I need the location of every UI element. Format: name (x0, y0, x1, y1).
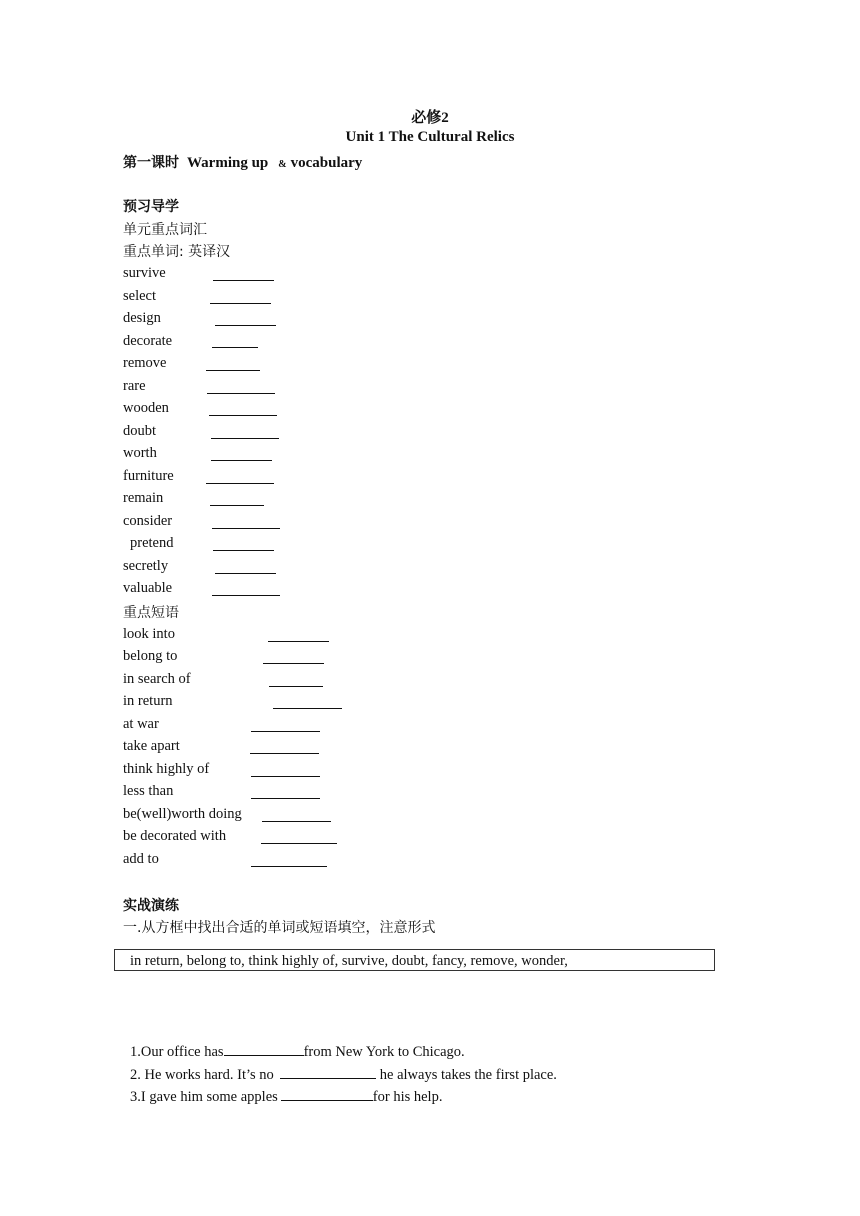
answer-blank[interactable] (210, 303, 271, 304)
word-item: pretend (130, 535, 174, 551)
preview-sub2: 重点单词: 英译汉 (123, 244, 231, 260)
unit-title: Unit 1 The Cultural Relics (345, 129, 515, 145)
sentence-3-start: 3.I gave him some apples (130, 1089, 278, 1105)
word-item: remove (123, 355, 167, 371)
word-item: consider (123, 513, 173, 529)
sentence-1-end: from New York to Chicago. (303, 1044, 465, 1060)
preview-heading: 预习导学 (123, 199, 179, 215)
sentence-2-start: 2. He works hard. It’s no (130, 1067, 274, 1083)
answer-blank[interactable] (251, 866, 327, 867)
phrase-item: in return (123, 693, 173, 709)
word-item: doubt (123, 423, 157, 439)
phrase-item: think highly of (123, 761, 210, 777)
word-item: design (123, 310, 161, 326)
answer-blank[interactable] (251, 776, 320, 777)
lesson-topic-b: vocabulary (290, 155, 363, 171)
word-item: furniture (123, 468, 174, 484)
answer-blank[interactable] (211, 438, 279, 439)
answer-blank[interactable] (206, 483, 274, 484)
answer-blank[interactable] (269, 686, 323, 687)
sentence-1-start: 1.Our office has (130, 1044, 224, 1060)
word-item: rare (123, 378, 146, 394)
practice-heading: 实战演练 (123, 898, 179, 914)
phrase-item: at war (123, 716, 159, 732)
book-title: 必修2 (411, 110, 449, 126)
sentence-3-end: for his help. (372, 1089, 443, 1105)
word-item: wooden (123, 400, 169, 416)
answer-blank[interactable] (207, 393, 275, 394)
phrases-heading: 重点短语 (123, 605, 179, 621)
answer-blank[interactable] (212, 528, 280, 529)
preview-sub1: 单元重点词汇 (123, 222, 207, 238)
phrase-item: less than (123, 783, 174, 799)
lesson-prefix: 第一课时 (123, 155, 179, 171)
answer-blank[interactable] (261, 843, 337, 844)
word-item: worth (123, 445, 157, 461)
lesson-title (123, 152, 362, 172)
answer-blank[interactable] (211, 460, 272, 461)
word-item: secretly (123, 558, 169, 574)
answer-blank[interactable] (206, 370, 260, 371)
answer-blank[interactable] (209, 415, 277, 416)
answer-blank[interactable] (262, 821, 331, 822)
word-bank-text: in return, belong to, think highly of, survive, doubt, fancy, remove, wonder, (130, 953, 568, 969)
answer-blank[interactable] (250, 753, 319, 754)
answer-blank[interactable] (215, 573, 276, 574)
phrase-item: be decorated with (123, 828, 227, 844)
word-item: select (123, 288, 157, 304)
sentence-3 (130, 1089, 442, 1106)
phrase-item: look into (123, 626, 175, 642)
practice-instruction: 一.从方框中找出合适的单词或短语填空，注意形式 (123, 920, 436, 936)
phrase-item: in search of (123, 671, 191, 687)
sentence-2-end: he always takes the first place. (379, 1067, 557, 1083)
answer-blank[interactable] (281, 1089, 373, 1101)
sentence-1 (130, 1044, 465, 1061)
lesson-topic-a: Warming up (187, 155, 269, 171)
phrase-item: add to (123, 851, 159, 867)
answer-blank[interactable] (251, 798, 320, 799)
phrase-item: take apart (123, 738, 180, 754)
word-item: survive (123, 265, 166, 281)
answer-blank[interactable] (213, 280, 274, 281)
sentence-2 (130, 1067, 557, 1084)
answer-blank[interactable] (268, 641, 329, 642)
answer-blank[interactable] (280, 1067, 376, 1079)
answer-blank[interactable] (263, 663, 324, 664)
answer-blank[interactable] (215, 325, 276, 326)
lesson-amp: & (278, 159, 287, 170)
answer-blank[interactable] (213, 550, 274, 551)
word-item: remain (123, 490, 164, 506)
word-item: valuable (123, 580, 173, 596)
answer-blank[interactable] (210, 505, 264, 506)
phrase-item: be(well)worth doing (123, 806, 242, 822)
answer-blank[interactable] (251, 731, 320, 732)
answer-blank[interactable] (273, 708, 342, 709)
phrase-item: belong to (123, 648, 178, 664)
word-bank-box (114, 949, 715, 971)
word-item: decorate (123, 333, 173, 349)
answer-blank[interactable] (224, 1044, 304, 1056)
answer-blank[interactable] (212, 347, 258, 348)
answer-blank[interactable] (212, 595, 280, 596)
